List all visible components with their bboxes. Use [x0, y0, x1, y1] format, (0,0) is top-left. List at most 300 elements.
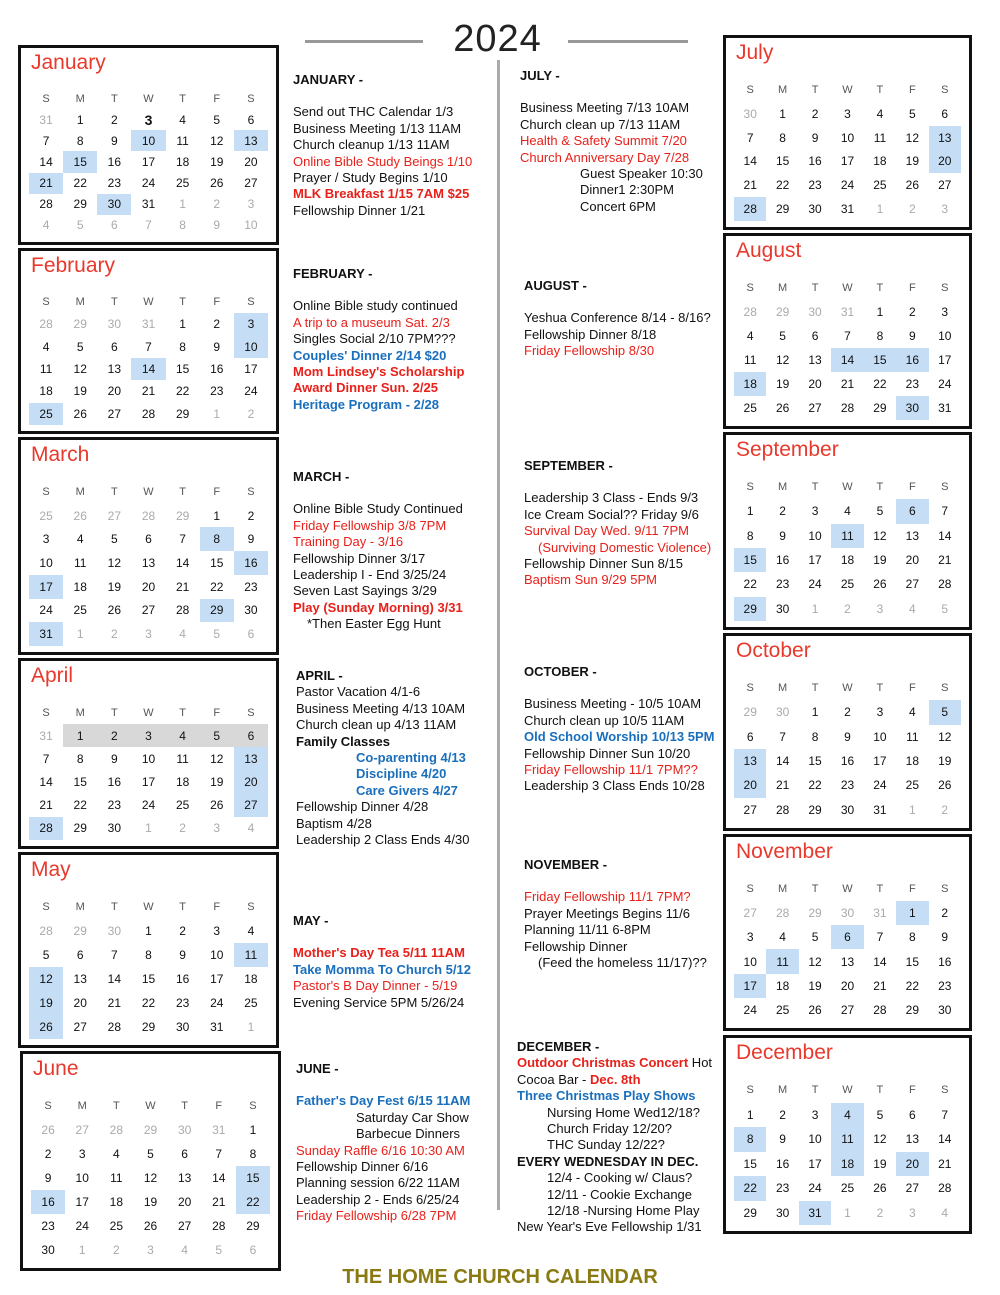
day-cell: 19 [905, 154, 920, 169]
day-cell: 9 [44, 1171, 52, 1185]
day-cell: 7 [941, 1107, 949, 1122]
day-cell: 30 [896, 396, 928, 420]
events-august [524, 278, 711, 360]
day-cell: 1 [896, 901, 928, 925]
weekday-header: S [746, 682, 754, 695]
day-cell: 29 [873, 401, 887, 415]
event-line: Yeshua Conference 8/14 - 8/16? [524, 310, 711, 326]
day-cell: 12 [873, 1132, 887, 1147]
day-cell: 6 [111, 339, 118, 354]
day-cell: 7 [876, 930, 884, 945]
day-cell: 30 [107, 317, 122, 332]
day-cell: 21 [141, 384, 156, 399]
day-cell: 31 [873, 802, 887, 817]
weekday-header: S [941, 83, 949, 96]
month-heading: APRIL - [296, 668, 343, 683]
day-cell: 1 [213, 406, 221, 421]
day-cell: 14 [938, 1132, 952, 1147]
weekday-header: S [941, 1084, 949, 1097]
day-cell: 20 [734, 773, 766, 797]
day-cell: 14 [775, 754, 790, 769]
event-line: Business Meeting 1/13 11AM [293, 120, 462, 136]
day-cell: 28 [743, 305, 757, 319]
day-grid [29, 480, 268, 646]
day-cell: 2 [941, 906, 949, 921]
day-cell: 14 [212, 1171, 226, 1185]
day-cell: 18 [905, 754, 920, 769]
weekday-header: W [842, 481, 853, 494]
day-cell: 7 [746, 130, 754, 145]
day-cell: 19 [210, 775, 224, 790]
day-cell: 5 [876, 504, 884, 519]
event-line: Seven Last Sayings 3/29 [293, 583, 437, 599]
event-line: Health & Safety Summit 7/20 [520, 133, 687, 149]
day-cell: 11 [873, 130, 887, 145]
day-cell: 23 [107, 798, 122, 813]
day-cell: 15 [864, 348, 896, 372]
day-cell: 22 [141, 996, 156, 1010]
event-line: Leadership 3 Class Ends 10/28 [524, 778, 705, 794]
day-cell: 7 [179, 532, 186, 547]
day-cell: 5 [929, 700, 961, 724]
day-cell: 1 [876, 202, 884, 217]
day-cell: 30 [808, 202, 822, 217]
day-cell: 2 [876, 1205, 884, 1220]
day-cell: 27 [141, 603, 156, 618]
event-line: Nursing Home Wed12/18? [547, 1104, 700, 1120]
month-name: May [31, 858, 71, 881]
weekday-header: F [213, 901, 221, 913]
day-cell: 6 [896, 499, 928, 523]
weekday-header: S [42, 706, 50, 719]
event-line: Church clean up 7/13 11AM [520, 116, 681, 132]
day-cell: 10 [141, 751, 156, 766]
day-cell: 3 [941, 202, 949, 217]
day-cell: 12 [210, 751, 224, 766]
day-cell: 19 [808, 978, 822, 993]
day-cell: 3 [247, 197, 255, 212]
day-cell: 1 [63, 724, 97, 747]
weekday-header: W [842, 83, 853, 96]
day-cell: 1 [249, 1123, 257, 1137]
day-cell: 28 [39, 317, 53, 332]
event-line: Evening Service 5PM 5/26/24 [293, 994, 465, 1010]
event-line: Father's Day Fest 6/15 11AM [296, 1093, 471, 1109]
event-line: Couples' Dinner 2/14 $20 [293, 347, 447, 363]
event-line: Survival Day Wed. 9/11 7PM [524, 523, 689, 539]
day-cell: 17 [141, 775, 156, 790]
day-cell: 4 [179, 627, 186, 642]
day-cell: 7 [215, 1147, 223, 1161]
day-cell: 30 [177, 1123, 192, 1137]
weekday-header: T [811, 682, 819, 695]
day-cell: 3 [213, 924, 221, 938]
weekday-header: S [941, 481, 949, 494]
weekday-header: M [75, 296, 85, 309]
day-cell: 29 [734, 597, 766, 621]
day-cell: 29 [73, 197, 87, 212]
weekday-header: S [249, 1100, 257, 1112]
day-cell: 6 [811, 329, 819, 343]
event-text: Dec. 8th [586, 1071, 641, 1087]
weekday-header: T [811, 83, 819, 96]
day-cell: 5 [76, 339, 84, 354]
day-cell: 30 [840, 802, 855, 817]
day-cell: 21 [743, 178, 757, 193]
month-name: April [31, 664, 74, 687]
day-cell: 17 [210, 972, 224, 986]
day-cell: 3 [909, 1205, 916, 1220]
event-line: Friday Fellowship 11/1 7PM?? [524, 762, 698, 778]
day-cell: 13 [141, 555, 156, 570]
event-line: Church Friday 12/20? [547, 1121, 673, 1137]
day-cell: 30 [808, 305, 822, 319]
day-cell: 3 [941, 305, 949, 319]
day-cell: 9 [811, 130, 819, 145]
event-line: Planning 11/11 6-8PM [524, 922, 651, 938]
day-cell: 4 [42, 218, 50, 233]
day-cell: 21 [938, 1156, 952, 1171]
day-cell: 3 [42, 532, 50, 547]
day-cell: 26 [107, 603, 122, 618]
day-cell: 29 [73, 317, 87, 332]
day-cell: 12 [73, 362, 87, 377]
day-cell: 23 [175, 996, 190, 1010]
day-cell: 8 [746, 528, 754, 543]
day-cell: 26 [873, 1181, 887, 1196]
event-line: 12/18 -Nursing Home Play [547, 1203, 700, 1219]
weekday-header: M [77, 1100, 87, 1112]
weekday-header: T [811, 282, 819, 294]
weekday-header: S [42, 92, 50, 105]
day-grid [29, 701, 268, 840]
day-cell: 2 [247, 508, 255, 523]
day-cell: 1 [779, 106, 786, 121]
day-cell: 14 [39, 775, 53, 790]
event-line: Fellowship Dinner 4/28 [296, 799, 429, 815]
day-cell: 30 [175, 1020, 190, 1034]
day-cell: 16 [210, 362, 224, 377]
day-cell: 13 [73, 972, 87, 986]
day-cell: 21 [873, 978, 887, 993]
day-cell: 3 [234, 313, 268, 335]
footer-title: THE HOME CHURCH CALENDAR [342, 1266, 658, 1288]
day-cell: 23 [938, 978, 952, 993]
day-cell: 27 [840, 1002, 855, 1017]
day-cell: 7 [145, 218, 152, 233]
weekday-header: W [145, 1100, 156, 1112]
event-line: 12/11 - Cookie Exchange [547, 1186, 693, 1202]
day-cell: 19 [873, 553, 887, 568]
day-cell: 13 [905, 1132, 920, 1147]
event-text: Hot [688, 1055, 713, 1071]
event-line: Old School Worship 10/13 5PM [524, 729, 715, 745]
day-cell: 12 [873, 528, 887, 543]
day-cell: 1 [746, 504, 754, 519]
event-line: Church clean up 4/13 11AM [296, 717, 457, 733]
day-cell: 2 [247, 406, 255, 421]
day-cell: 29 [808, 906, 822, 921]
day-cell: 19 [775, 377, 790, 391]
weekday-header: F [908, 883, 916, 896]
weekday-header: T [179, 92, 186, 105]
day-cell: 14 [131, 358, 165, 380]
day-cell: 29 [905, 1002, 920, 1017]
day-cell: 29 [743, 705, 757, 720]
day-cell: 29 [200, 599, 234, 623]
event-line: Prayer / Study Begins 1/10 [293, 170, 448, 186]
weekday-header: T [876, 883, 884, 896]
day-cell: 4 [746, 329, 754, 343]
weekday-header: T [179, 901, 186, 913]
event-line: *Then Easter Egg Hunt [307, 616, 441, 632]
weekday-header: T [876, 282, 884, 294]
day-cell: 1 [76, 112, 84, 127]
event-line [517, 1072, 712, 1088]
day-cell: 10 [743, 954, 757, 969]
column-divider [497, 60, 500, 1210]
day-cell: 9 [909, 329, 916, 343]
event-line: Fellowship Dinner Sun 10/20 [524, 745, 691, 761]
event-line: THC Sunday 12/22? [547, 1137, 665, 1153]
day-cell: 12 [29, 967, 63, 991]
event-line: Planning session 6/22 11AM [296, 1175, 460, 1191]
day-cell: 3 [213, 821, 221, 836]
day-cell: 1 [179, 197, 186, 212]
month-name: February [31, 254, 116, 277]
weekday-header: M [778, 682, 788, 695]
day-cell: 7 [145, 339, 152, 354]
day-cell: 24 [808, 577, 822, 592]
day-cell: 18 [831, 1152, 863, 1177]
weekday-header: T [110, 706, 118, 719]
title-area [300, 10, 695, 60]
day-cell: 19 [210, 154, 224, 169]
event-line: Heritage Program - 2/28 [293, 396, 439, 412]
weekday-header: S [746, 83, 754, 96]
day-cell: 13 [177, 1171, 192, 1185]
day-cell: 27 [743, 802, 757, 817]
weekday-header: T [876, 682, 884, 695]
month-heading: MARCH - [293, 469, 350, 484]
calendar-september [723, 432, 972, 630]
weekday-header: M [778, 1084, 788, 1097]
day-grid [734, 276, 961, 420]
event-line: Pastor Vacation 4/1-6 [296, 684, 421, 700]
day-cell: 30 [775, 1205, 790, 1220]
event-line: Fellowship Dinner [524, 938, 628, 954]
weekday-header: T [181, 1100, 188, 1112]
day-cell: 6 [76, 948, 84, 962]
day-cell: 25 [175, 798, 190, 813]
month-heading: SEPTEMBER - [524, 458, 613, 473]
event-line: Pastor's B Day Dinner - 5/19 [293, 978, 458, 994]
month-name: March [31, 443, 90, 466]
weekday-header: S [42, 901, 50, 913]
day-cell: 8 [76, 751, 84, 766]
day-cell: 31 [840, 202, 855, 217]
day-cell: 4 [76, 532, 84, 547]
day-cell: 22 [734, 1176, 766, 1201]
day-cell: 1 [179, 317, 186, 332]
day-cell: 28 [109, 1123, 124, 1137]
day-cell: 1 [247, 1020, 255, 1034]
day-cell: 2 [113, 1243, 120, 1257]
event-line: Guest Speaker 10:30 [580, 166, 703, 182]
day-cell: 28 [840, 401, 855, 415]
day-cell: 1 [844, 1205, 851, 1220]
day-cell: 22 [775, 178, 790, 193]
event-line: Mother's Day Tea 5/11 11AM [293, 945, 465, 961]
day-cell: 17 [808, 1156, 822, 1171]
day-cell: 13 [234, 130, 268, 151]
day-cell: 14 [107, 972, 122, 986]
day-cell: 8 [779, 130, 786, 145]
day-cell: 8 [200, 527, 234, 551]
day-cell: 1 [213, 508, 221, 523]
day-cell: 2 [97, 724, 131, 747]
day-cell: 23 [905, 377, 920, 391]
event-line: Mom Lindsey's Scholarship [293, 364, 465, 380]
day-cell: 19 [938, 754, 952, 769]
weekday-header: F [908, 83, 916, 96]
day-cell: 20 [234, 770, 268, 793]
day-cell: 5 [941, 601, 949, 616]
weekday-header: S [42, 296, 50, 309]
day-cell: 30 [107, 821, 122, 836]
day-cell: 23 [244, 579, 258, 594]
event-line: Dinner1 2:30PM [580, 182, 674, 198]
day-cell: 9 [111, 751, 118, 766]
day-cell: 16 [175, 972, 190, 986]
day-cell: 9 [779, 528, 786, 543]
weekday-header: M [778, 481, 788, 494]
day-cell: 28 [141, 406, 156, 421]
weekday-header: W [143, 901, 154, 913]
day-cell: 15 [73, 775, 87, 790]
event-line: Online Bible Study Continued [293, 501, 463, 517]
day-cell: 26 [210, 176, 224, 191]
day-cell: 8 [249, 1147, 257, 1161]
day-cell: 10 [210, 948, 224, 962]
day-cell: 28 [873, 1002, 887, 1017]
day-cell: 7 [844, 329, 851, 343]
day-cell: 16 [234, 551, 268, 575]
day-cell: 17 [141, 154, 156, 169]
day-cell: 24 [808, 1181, 822, 1196]
day-cell: 20 [896, 1152, 928, 1177]
month-name: September [736, 438, 839, 461]
day-cell: 5 [42, 948, 50, 962]
event-line: Send out THC Calendar 1/3 [293, 104, 454, 120]
month-name: January [31, 51, 106, 74]
event-line: Friday Fellowship 6/28 7PM [296, 1208, 457, 1224]
day-grid [29, 291, 268, 425]
day-cell: 19 [873, 1156, 887, 1171]
weekday-header: S [941, 883, 949, 896]
day-cell: 25 [109, 1219, 124, 1233]
day-cell: 2 [44, 1147, 52, 1161]
weekday-header: S [247, 485, 255, 498]
day-cell: 20 [808, 377, 822, 391]
day-cell: 4 [179, 112, 186, 127]
day-cell: 24 [873, 778, 887, 793]
weekday-header: M [75, 92, 85, 105]
day-cell: 27 [938, 178, 952, 193]
day-cell: 26 [143, 1219, 158, 1233]
day-cell: 31 [873, 906, 887, 921]
day-cell: 16 [107, 154, 122, 169]
weekday-header: T [811, 883, 819, 896]
day-cell: 6 [831, 925, 863, 949]
day-cell: 17 [244, 362, 258, 377]
events-november [524, 857, 707, 971]
day-cell: 11 [831, 524, 863, 548]
day-cell: 15 [236, 1166, 270, 1190]
day-cell: 5 [909, 106, 916, 121]
day-cell: 17 [75, 1195, 89, 1209]
day-cell: 13 [808, 353, 822, 367]
event-line: Care Givers 4/27 [356, 782, 458, 798]
event-line: Fellowship Dinner 3/17 [293, 550, 426, 566]
event-line: Friday Fellowship 8/30 [524, 343, 655, 359]
day-cell: 24 [39, 603, 53, 618]
day-cell: 9 [941, 930, 949, 945]
day-cell: 29 [143, 1123, 158, 1137]
event-line: Prayer Meetings Begins 11/6 [524, 905, 690, 921]
day-cell: 9 [247, 532, 255, 547]
day-cell: 26 [73, 508, 87, 523]
day-cell: 20 [73, 996, 87, 1010]
day-cell: 6 [145, 532, 152, 547]
day-cell: 8 [909, 930, 916, 945]
day-cell: 11 [39, 362, 53, 377]
day-cell: 24 [840, 178, 855, 193]
day-cell: 5 [215, 1243, 223, 1257]
events-july [520, 68, 703, 215]
weekday-header: S [247, 92, 255, 105]
day-cell: 4 [831, 1103, 863, 1128]
day-cell: 15 [175, 362, 190, 377]
day-cell: 16 [775, 1156, 790, 1171]
day-cell: 11 [906, 729, 919, 744]
day-cell: 11 [234, 943, 268, 967]
weekday-header: W [842, 282, 853, 294]
weekday-header: T [876, 481, 884, 494]
event-line: Leadership 2 Class Ends 4/30 [296, 832, 470, 848]
day-cell: 5 [876, 1107, 884, 1122]
day-cell: 15 [743, 1156, 757, 1171]
events-october [524, 664, 714, 795]
day-cell: 5 [111, 532, 118, 547]
day-cell: 1 [78, 1243, 86, 1257]
day-cell: 30 [97, 194, 131, 215]
day-cell: 15 [141, 972, 156, 986]
day-cell: 24 [75, 1219, 89, 1233]
day-cell: 2 [941, 802, 949, 817]
event-line: Friday Fellowship 11/1 7PM? [524, 889, 691, 905]
day-cell: 10 [808, 1132, 822, 1147]
day-cell: 18 [873, 154, 887, 169]
day-cell: 29 [141, 1020, 156, 1034]
day-cell: 4 [876, 106, 884, 121]
day-cell: 16 [107, 775, 122, 790]
day-cell: 25 [73, 603, 87, 618]
day-cell: 18 [175, 775, 190, 790]
day-cell: 27 [808, 401, 822, 415]
day-cell: 26 [775, 401, 790, 415]
day-grid [31, 1094, 270, 1262]
